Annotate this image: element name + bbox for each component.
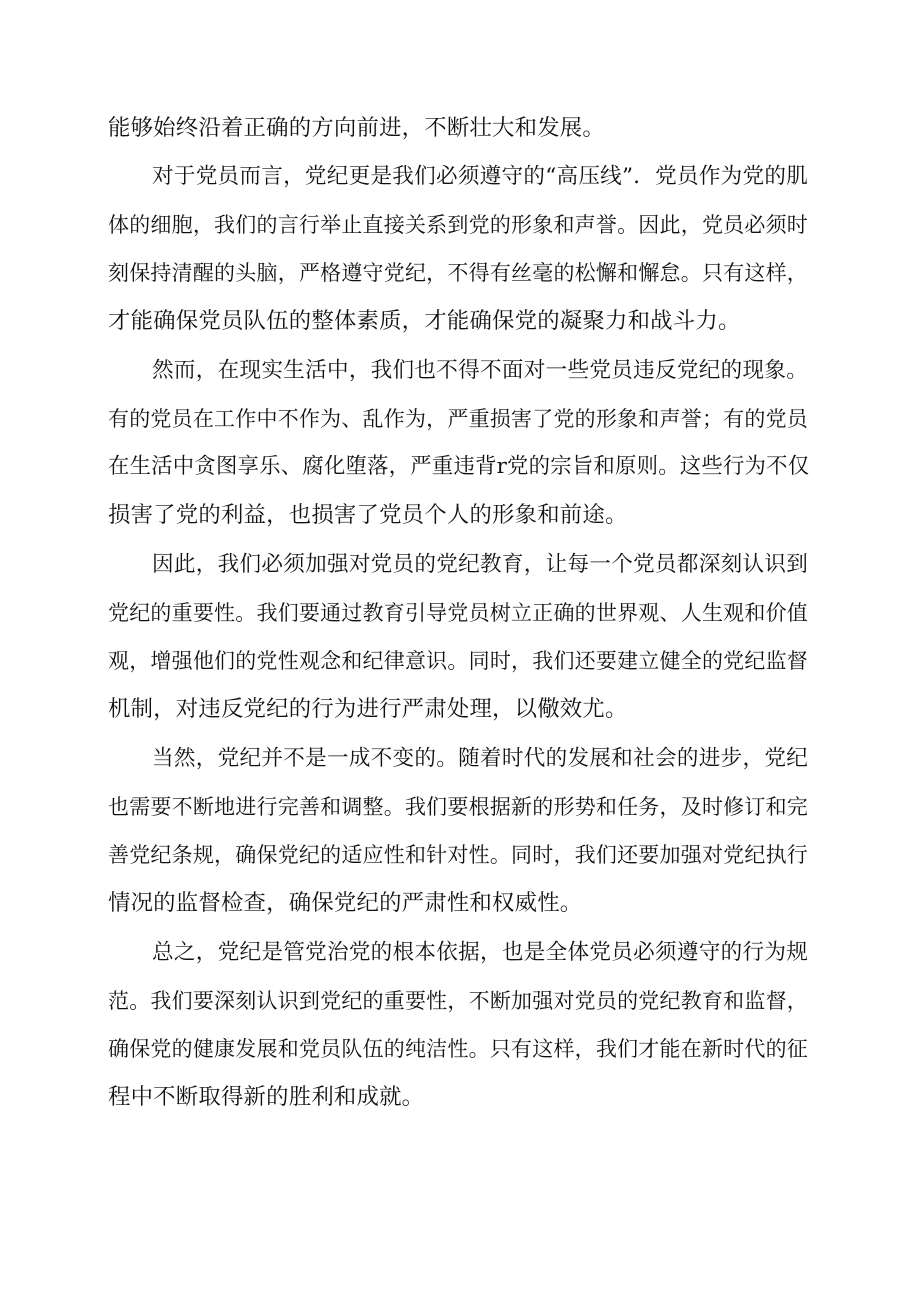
paragraph-3-line-4: 损害了党的利益，也损害了党员个人的形象和前途。 <box>108 502 628 528</box>
paragraph-5-line-4: 情况的监督检查，确保党纪的严肃性和权威性。 <box>108 890 583 916</box>
paragraph-4-line-2: 党纪的重要性。我们要通过教育引导党员树立正确的世界观、人生观和价值 <box>108 601 808 625</box>
paragraph-2-line-2: 体的细胞，我们的言行举止直接关系到党的形象和声誉。因此，党员必须时 <box>108 213 808 237</box>
paragraph-4-line-1: 因此，我们必须加强对党员的党纪教育，让每一个党员都深刻认识到 <box>152 552 808 577</box>
paragraph-3-line-3: 在生活中贪图享乐、腐化堕落，严重违背r党的宗旨和原则。这些行为不仅 <box>108 454 810 479</box>
paragraph-1-line-1: 能够始终沿着正确的方向前进，不断壮大和发展。 <box>108 115 605 141</box>
paragraph-5-line-3: 善党纪条规，确保党纪的适应性和针对性。同时，我们还要加强对党纪执行 <box>108 843 808 867</box>
paragraph-3-line-2: 有的党员在工作中不作为、乱作为，严重损害了党的形象和声誉；有的党员 <box>108 407 808 431</box>
paragraph-5-line-2: 也需要不断地进行完善和调整。我们要根据新的形势和任务，及时修订和完 <box>108 795 808 819</box>
paragraph-6-line-4: 程中不断取得新的胜利和成就。 <box>108 1084 425 1110</box>
paragraph-4-line-3: 观，增强他们的党性观念和纪律意识。同时，我们还要建立健全的党纪监督 <box>108 649 808 673</box>
paragraph-2-line-3: 刻保持清醒的头脑，严格遵守党纪，不得有丝毫的松懈和懈怠。只有这样， <box>108 261 808 285</box>
paragraph-3-line-1: 然而，在现实生活中，我们也不得不面对一些党员违反党纪的现象。 <box>152 358 808 383</box>
paragraph-5-line-1: 当然，党纪并不是一成不变的。随着时代的发展和社会的进步，党纪 <box>152 746 808 771</box>
paragraph-4-line-4: 机制，对违反党纪的行为进行严肃处理，以儆效尤。 <box>108 696 628 722</box>
paragraph-6-line-1: 总之，党纪是管党治党的根本依据，也是全体党员必须遵守的行为规 <box>152 940 808 965</box>
paragraph-6-line-3: 确保党的健康发展和党员队伍的纯洁性。只有这样，我们才能在新时代的征 <box>108 1037 808 1061</box>
paragraph-2-line-4: 才能确保党员队伍的整体素质，才能确保党的凝聚力和战斗力。 <box>108 308 741 334</box>
paragraph-2-line-1: 对于党员而言，党纪更是我们必须遵守的“高压线”．党员作为党的肌 <box>152 164 808 189</box>
paragraph-6-line-2: 范。我们要深刻认识到党纪的重要性，不断加强对党员的党纪教育和监督， <box>108 989 808 1013</box>
